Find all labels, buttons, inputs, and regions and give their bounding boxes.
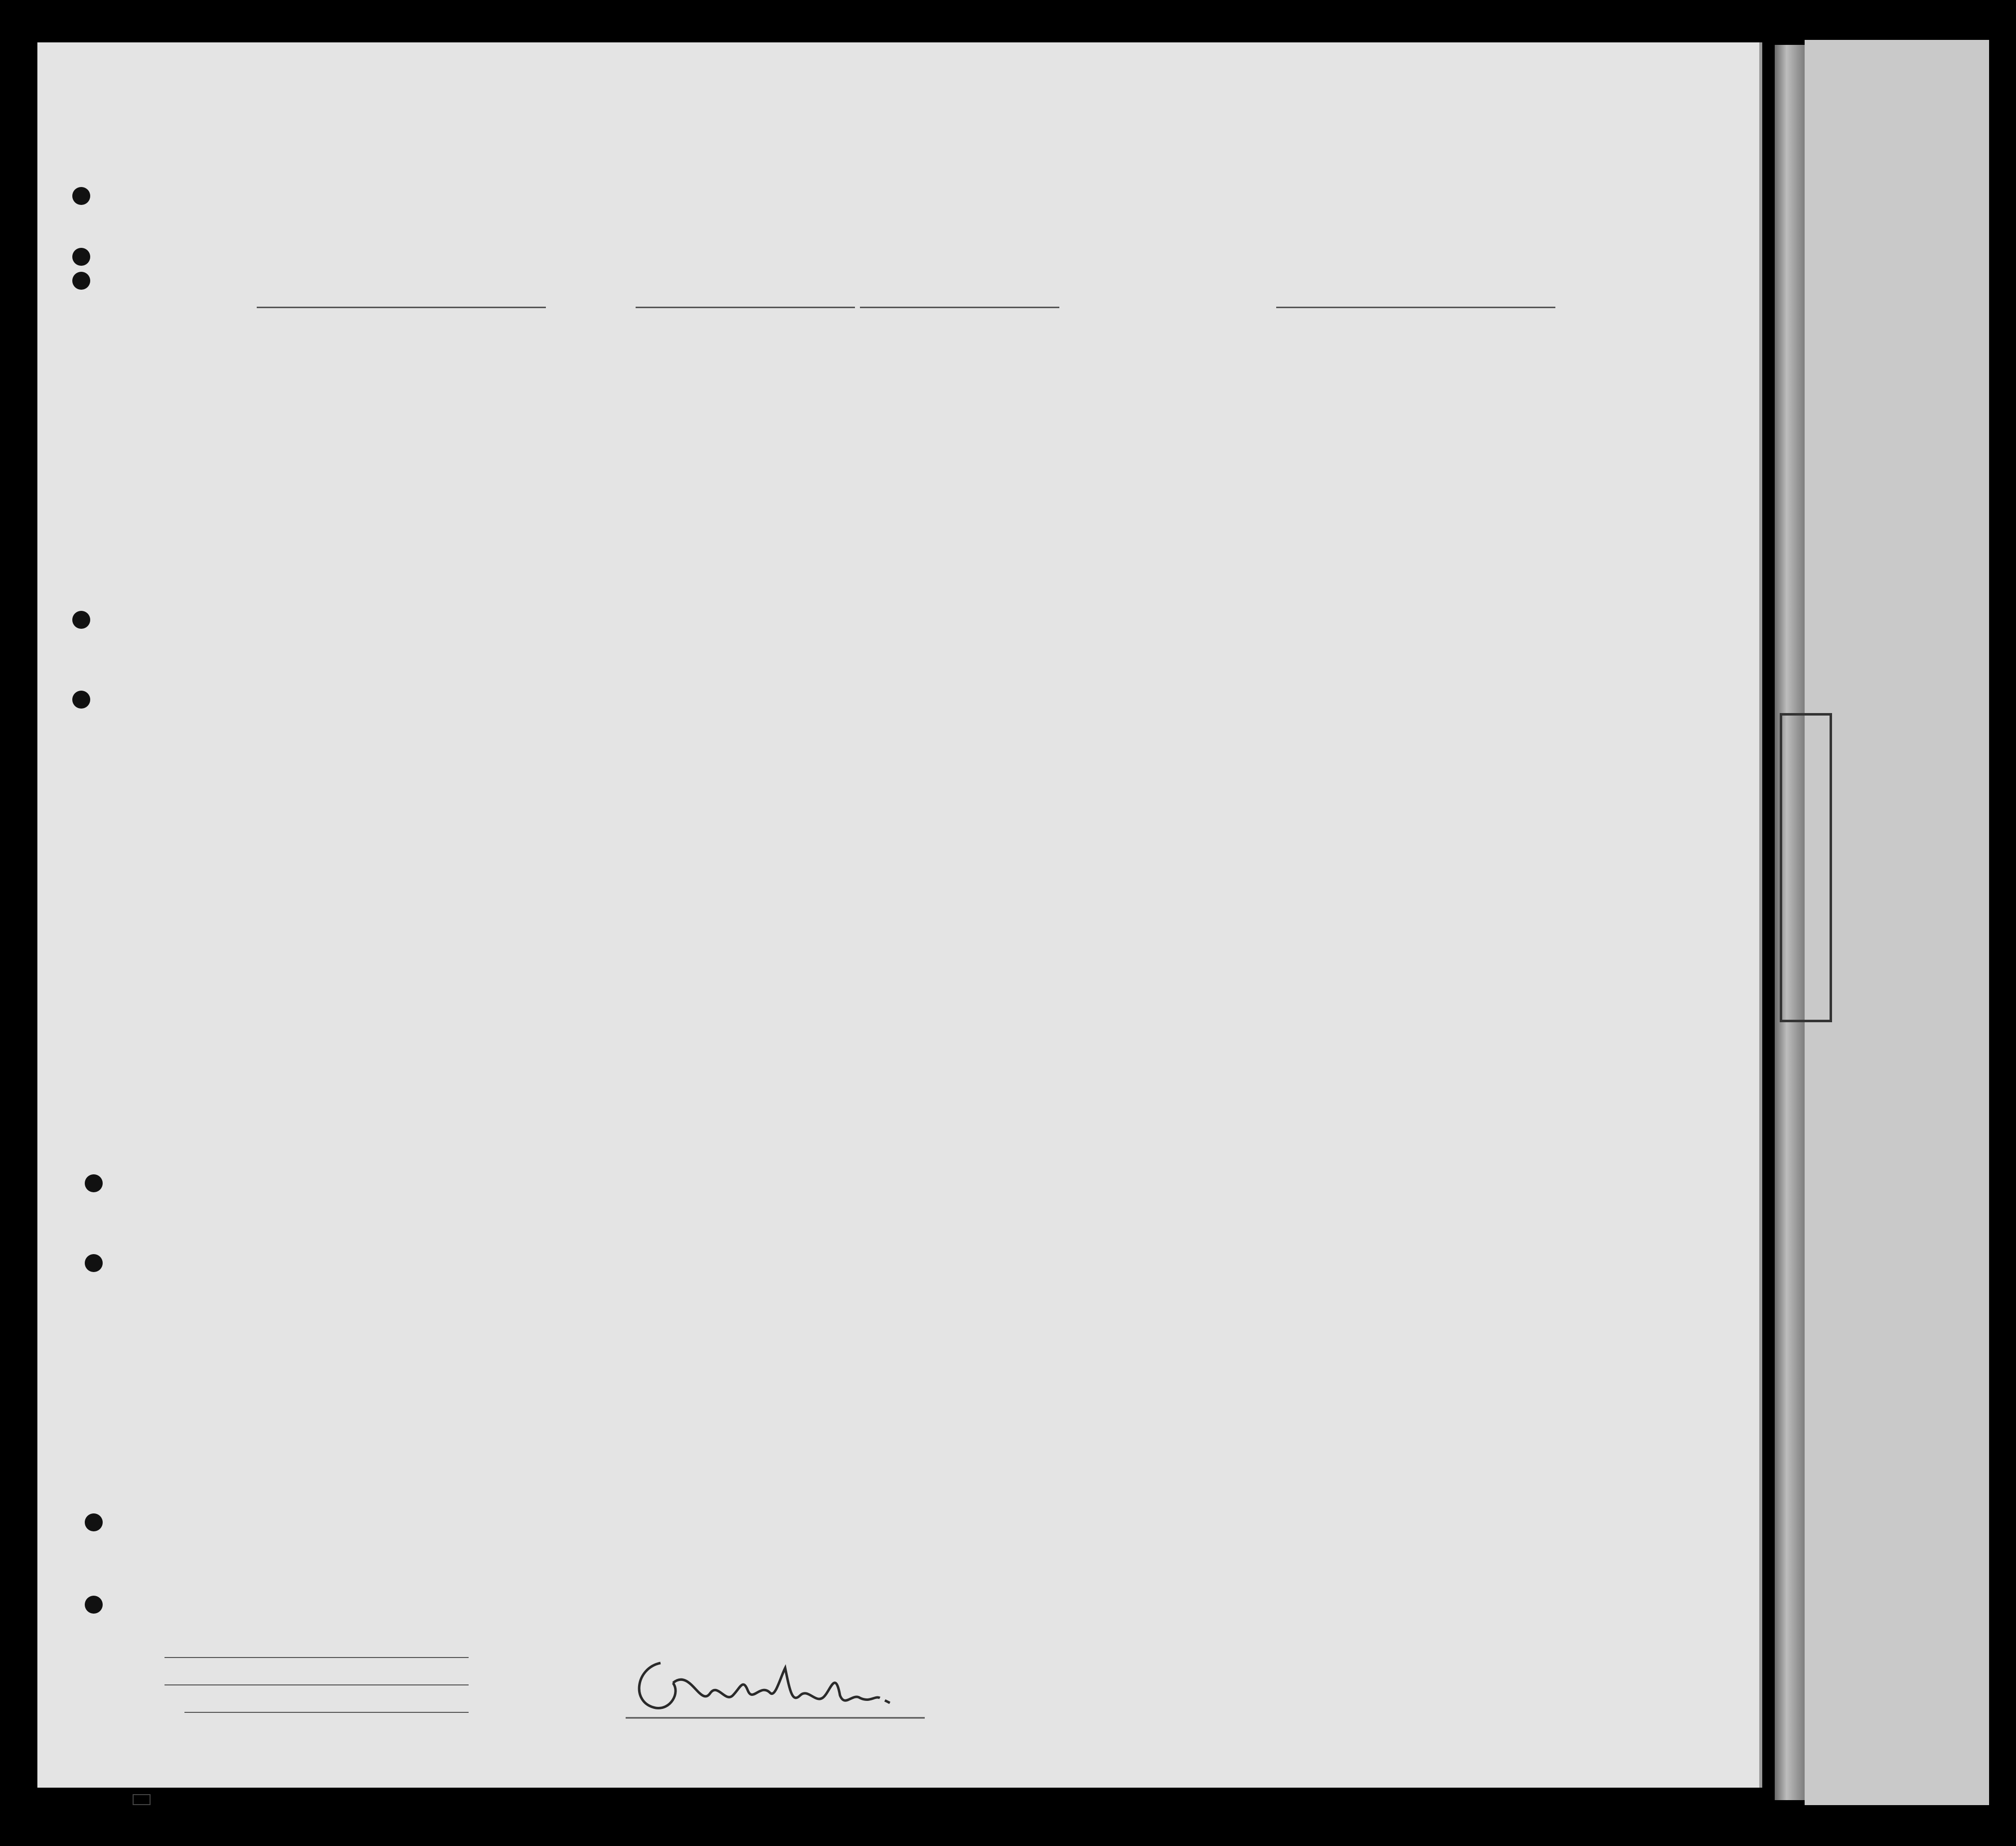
binder-hole: [72, 187, 90, 205]
binder-hole: [72, 248, 90, 266]
binder-hole: [85, 1254, 103, 1272]
binder-hole: [85, 1174, 103, 1192]
adjacent-page: [1805, 40, 1989, 1805]
adjacent-totals-box: [1780, 713, 1832, 1022]
binder-hole: [72, 272, 90, 290]
local-agents-underline: [184, 1712, 469, 1713]
binder-hole: [72, 611, 90, 629]
manifest-grid: [37, 42, 1762, 1788]
manifest-sheet: [37, 42, 1762, 1788]
binder-hole: [72, 691, 90, 709]
line-underline: [165, 1657, 469, 1658]
owners-underline: [165, 1684, 469, 1685]
inspector-signature: [626, 1648, 975, 1733]
binder-hole: [85, 1513, 103, 1531]
printer-seal: [132, 1793, 152, 1808]
binder-hole: [85, 1596, 103, 1614]
